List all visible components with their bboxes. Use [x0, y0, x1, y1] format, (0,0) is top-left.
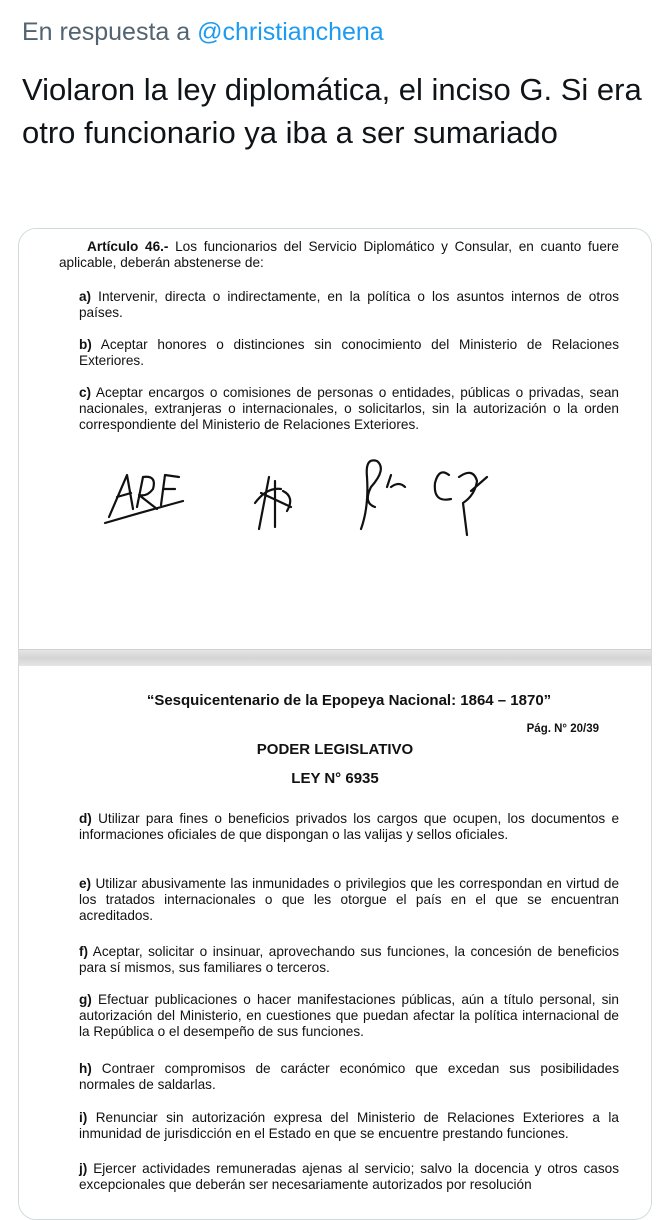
reply-prefix: En respuesta a — [22, 18, 191, 46]
clause-letter: b) — [79, 337, 92, 352]
clause-e — [79, 876, 619, 924]
clause-f — [79, 944, 619, 976]
clause-h — [79, 1061, 619, 1093]
article-heading: Artículo 46.- — [87, 239, 169, 254]
article-46-intro — [59, 239, 619, 271]
clause-i — [79, 1110, 619, 1142]
clause-letter: c) — [79, 385, 92, 400]
clause-letter: g) — [79, 992, 92, 1007]
clause-text: Utilizar para fines o beneficios privados los cargos que ocupen, los documentos e informaciones oficiales de que dispongan o las valijas y sellos oficiales. — [79, 811, 619, 842]
clause-b — [79, 337, 619, 369]
clause-letter: d) — [79, 811, 92, 826]
clause-text: Aceptar encargos o comisiones de personas o entidades, públicas o privadas, sean nacionales, extranjeras o internacionales, o solicitarlos, sin la autorización o la orden correspondiente del Ministerio de Relaciones Exteriores. — [79, 385, 619, 432]
clause-letter: e) — [79, 876, 92, 891]
clause-text: Renunciar sin autorización expresa del Ministerio de Relaciones Exteriores a la inmunidad de jurisdicción en el Estado en que se encuentre prestando funciones. — [79, 1110, 619, 1141]
clause-text: Ejercer actividades remuneradas ajenas al servicio; salvo la docencia y otros casos excepcionales que deberán ser necesariamente autorizados por resolución — [79, 1161, 619, 1192]
clause-text: Utilizar abusivamente las inmunidades o privilegios que les correspondan en virtud de los tratados internacionales o que les otorgue el país en el que se encuentran acreditados. — [79, 876, 619, 923]
article-intro-text: Los funcionarios del Servicio Diplomático y Consular, en cuanto fuere aplicable, deberán abstenerse de: — [59, 239, 619, 270]
clause-letter: j) — [79, 1161, 88, 1176]
clause-text: Intervenir, directa o indirectamente, en la política o los asuntos internos de otros países. — [79, 289, 619, 320]
clause-text: Efectuar publicaciones o hacer manifestaciones públicas, aún a título personal, sin autorización del Ministerio, en cuestiones que puedan afectar la política internacional de la República o el desempeño de sus funciones. — [79, 992, 619, 1039]
signature-1 — [105, 475, 183, 523]
document-header: “Sesquicentenario de la Epopeya Nacional: 1864 – 1870” — [146, 692, 552, 709]
handwritten-signatures — [99, 447, 519, 537]
clause-g — [79, 992, 619, 1040]
clause-text: Aceptar, solicitar o insinuar, aprovechando sus funciones, la concesión de beneficios para sí mismos, sus familiares o terceros. — [79, 944, 619, 975]
clause-a — [79, 289, 619, 321]
clause-text: Aceptar honores o distinciones sin conocimiento del Ministerio de Relaciones Exteriores. — [79, 337, 619, 368]
clause-letter: i) — [79, 1110, 88, 1125]
law-number: LEY N° 6935 — [291, 770, 379, 787]
signature-3 — [361, 460, 405, 529]
document-page-2 — [19, 666, 651, 1219]
signature-2 — [255, 477, 291, 529]
clause-c — [79, 385, 619, 433]
clause-letter: a) — [79, 289, 92, 304]
reply-mention-link[interactable]: @christianchena — [197, 18, 384, 46]
page-number: Pág. N° 20/39 — [526, 723, 599, 735]
signature-4 — [435, 472, 487, 535]
attached-image[interactable] — [18, 228, 652, 1220]
clause-j — [79, 1161, 619, 1193]
chamber-title: PODER LEGISLATIVO — [256, 741, 414, 758]
document-page-1 — [19, 229, 651, 649]
reply-context — [22, 18, 384, 47]
clause-d — [79, 811, 619, 843]
clause-letter: f) — [79, 944, 89, 959]
tweet-text: Violaron la ley diplomática, el inciso G. Si era otro funcionario ya iba a ser sumariado — [22, 72, 642, 150]
page-separator — [19, 649, 651, 667]
clause-text: Contraer compromisos de carácter económico que excedan sus posibilidades normales de saldarlas. — [79, 1061, 619, 1092]
clause-letter: h) — [79, 1061, 92, 1076]
